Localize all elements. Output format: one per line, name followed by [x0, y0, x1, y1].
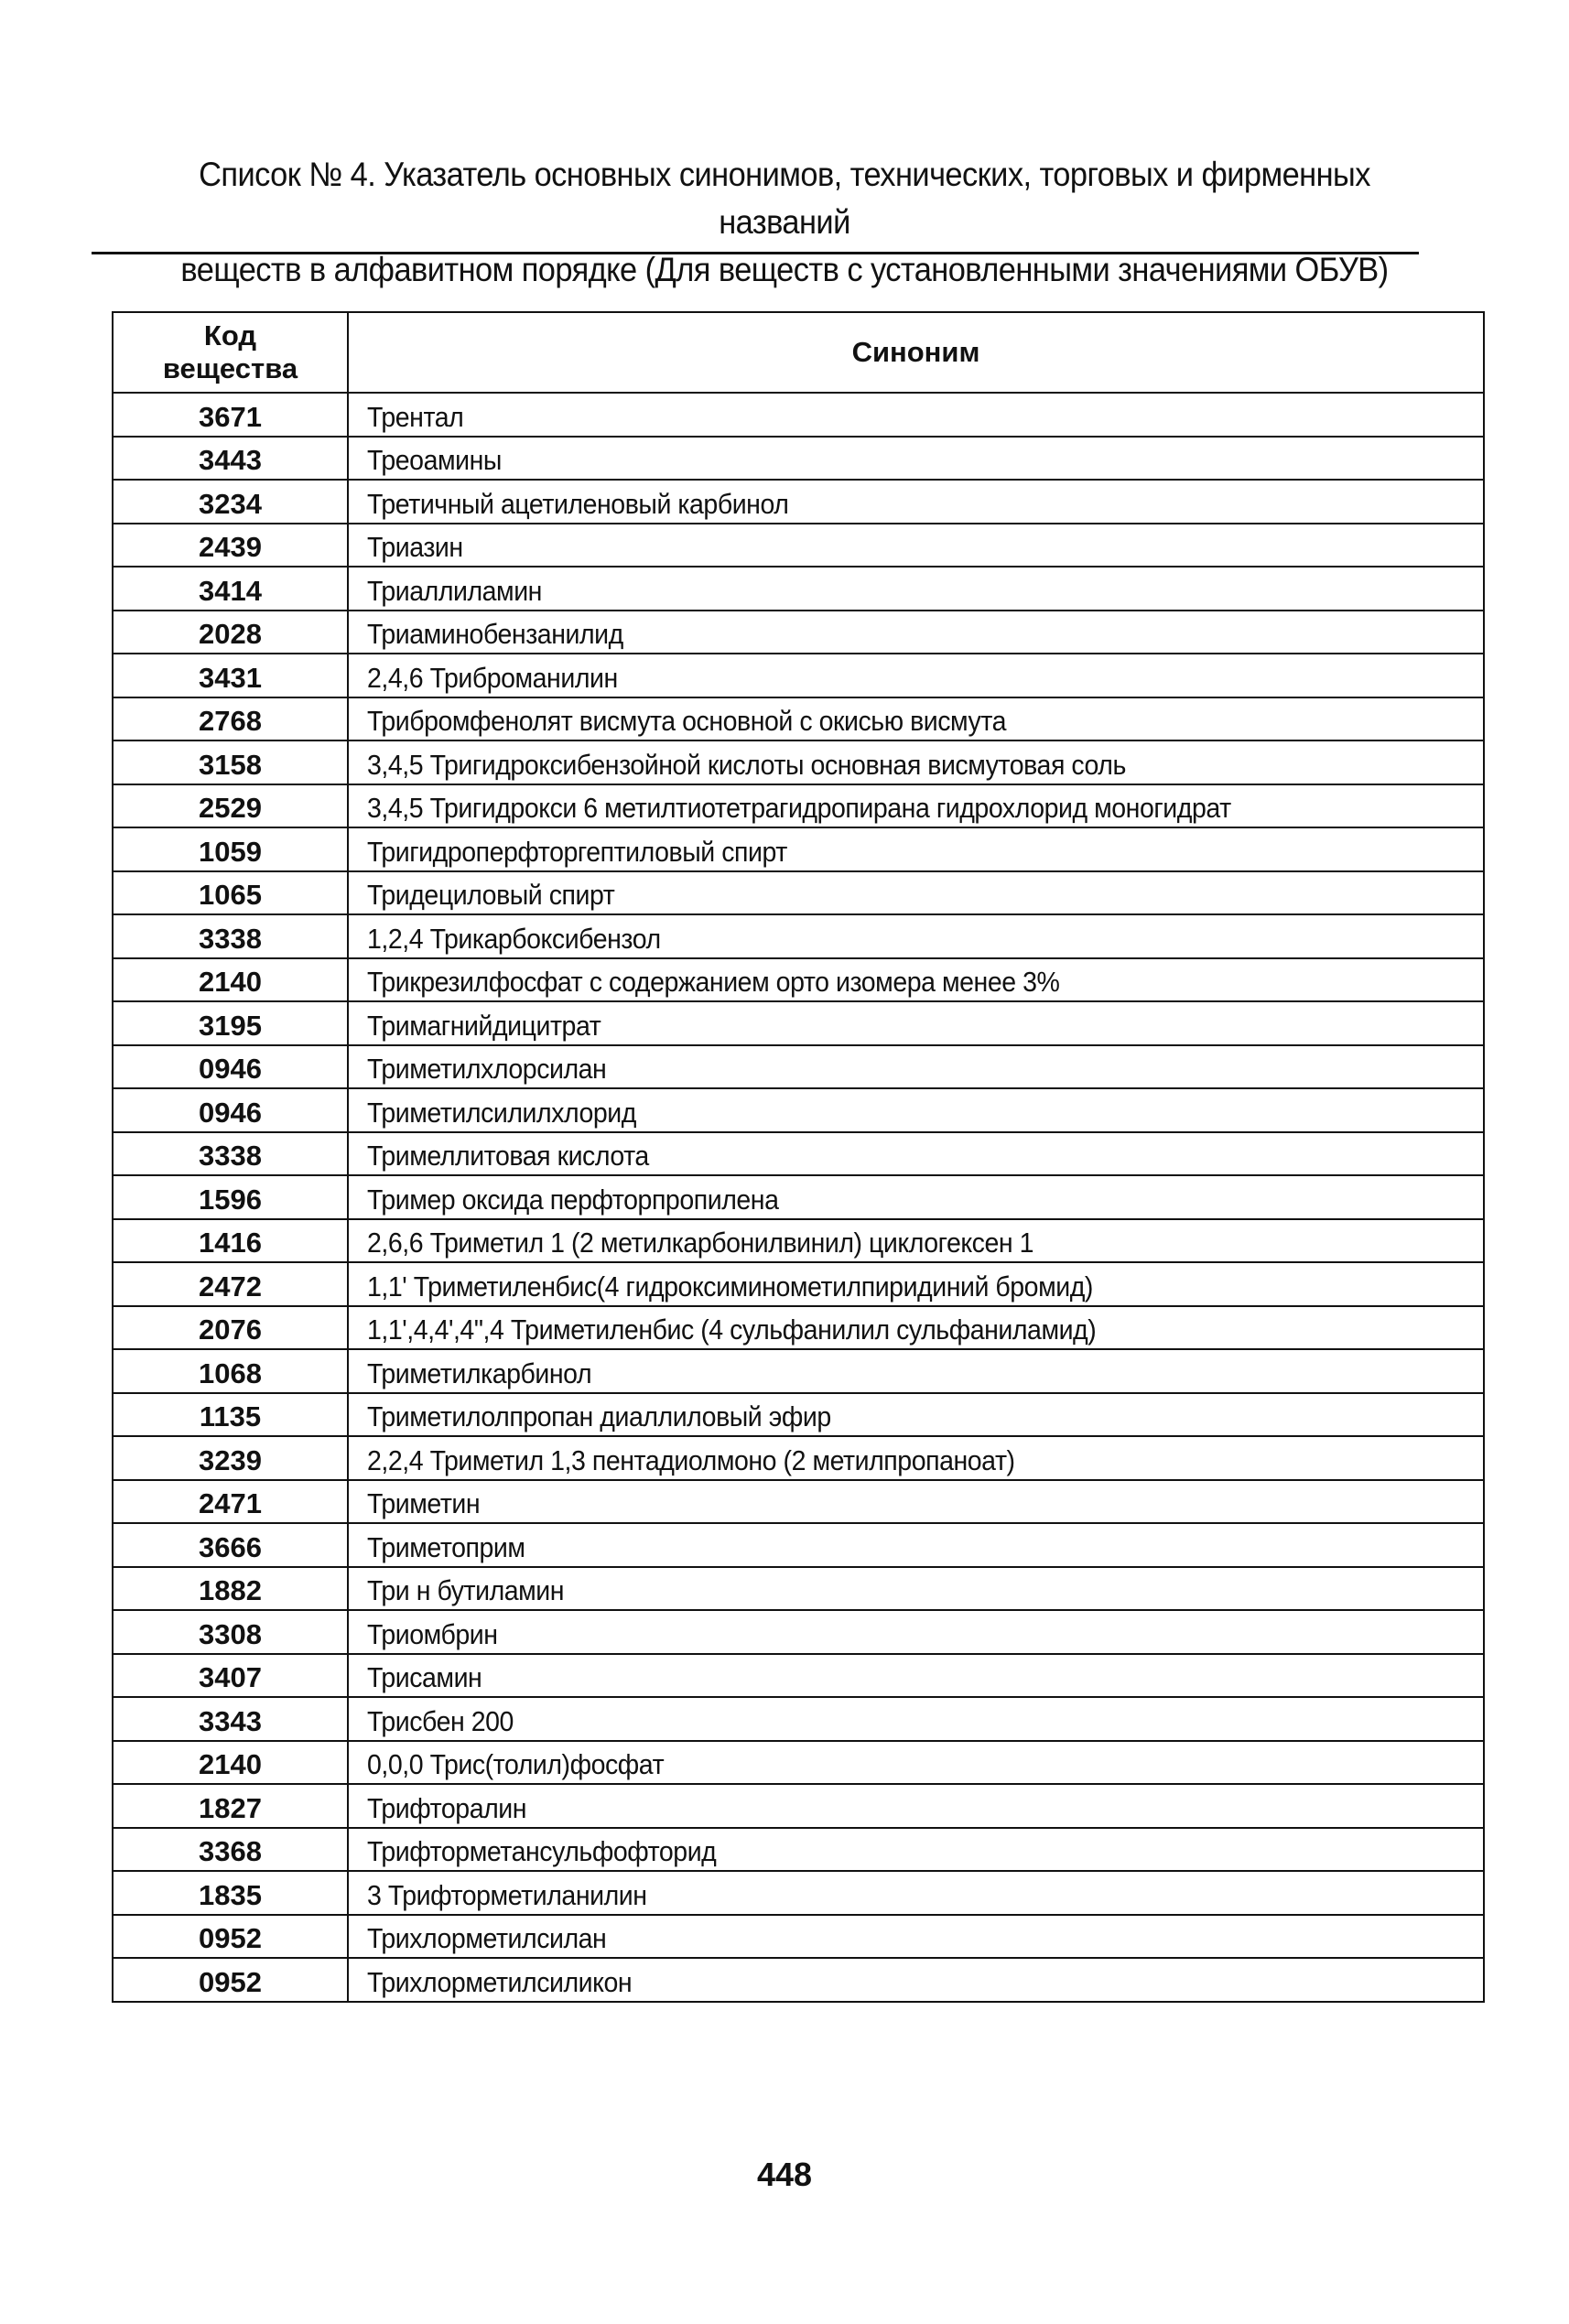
synonym-cell [348, 1871, 1484, 1915]
table-row [113, 1480, 1484, 1524]
synonym-cell [348, 393, 1484, 437]
substance-code-cell: 3431 [113, 654, 348, 697]
synonym-text: Трихлорметилсилан [367, 1922, 607, 1954]
title-line-2: веществ в алфавитном порядке (Для веществ с установленными значениями ОБУВ) [180, 251, 1389, 288]
synonym-text: Трифторметансульфофторид [367, 1835, 717, 1867]
table-row [113, 1436, 1484, 1480]
table-row [113, 1567, 1484, 1611]
title-underline [92, 252, 1419, 254]
synonym-text: Триметилкарбинол [367, 1357, 592, 1389]
table-row [113, 697, 1484, 741]
synonym-text: Трихлорметилсиликон [367, 1965, 633, 1998]
substance-code-cell: 1882 [113, 1567, 348, 1611]
substance-code-cell: 3443 [113, 437, 348, 481]
table-header-row [113, 312, 1484, 393]
synonym-cell [348, 697, 1484, 741]
synonym-cell [348, 1132, 1484, 1176]
synonym-cell [348, 1480, 1484, 1524]
synonym-cell [348, 1958, 1484, 2002]
synonym-cell [348, 1393, 1484, 1437]
synonym-cell [348, 1349, 1484, 1393]
table-row [113, 914, 1484, 958]
synonym-cell [348, 827, 1484, 871]
synonym-text: 3 Трифторметиланилин [367, 1878, 647, 1911]
synonym-text: Тридециловый спирт [367, 879, 615, 911]
synonym-text: Триаллиламин [367, 574, 542, 607]
substance-code-cell: 2529 [113, 784, 348, 828]
synonym-text: 2,6,6 Триметил 1 (2 метилкарбонилвинил) циклогексен 1 [367, 1227, 1034, 1259]
substance-code-cell: 3414 [113, 567, 348, 611]
synonym-text: Тригидроперфторгептиловый спирт [367, 835, 787, 868]
synonym-text: Три н бутиламин [367, 1574, 565, 1606]
substance-code-cell: 2140 [113, 1741, 348, 1785]
synonym-text: 1,1' Триметиленбис(4 гидроксиминометилпиридиний бромид) [367, 1270, 1093, 1303]
substance-code-cell: 1835 [113, 1871, 348, 1915]
table-row [113, 1175, 1484, 1219]
table-row [113, 393, 1484, 437]
synonym-cell [348, 1654, 1484, 1698]
synonym-text: Тримагнийдицитрат [367, 1009, 601, 1042]
synonym-cell [348, 914, 1484, 958]
column-header-code-line-1: Код [203, 319, 257, 351]
synonym-cell [348, 1175, 1484, 1219]
synonym-text: Трибромфенолят висмута основной с окисью висмута [367, 705, 1007, 737]
substance-code-cell: 3158 [113, 740, 348, 784]
substance-code-cell: 1416 [113, 1219, 348, 1263]
synonym-cell [348, 1088, 1484, 1132]
synonym-cell [348, 1828, 1484, 1872]
synonym-cell [348, 1697, 1484, 1741]
table-row [113, 1654, 1484, 1698]
substance-code-cell: 2472 [113, 1262, 348, 1306]
synonym-cell [348, 1001, 1484, 1045]
table-row [113, 1871, 1484, 1915]
substance-code-cell: 1068 [113, 1349, 348, 1393]
substance-code-cell: 2076 [113, 1306, 348, 1350]
synonym-text: 3,4,5 Тригидрокси 6 метилтиотетрагидропирана гидрохлорид моногидрат [367, 792, 1231, 824]
table-body [113, 393, 1484, 2002]
substance-code-cell: 3407 [113, 1654, 348, 1698]
substance-code-cell: 0952 [113, 1915, 348, 1959]
synonym-cell [348, 524, 1484, 567]
synonym-text: 0,0,0 Трис(толил)фосфат [367, 1748, 665, 1780]
table-row [113, 567, 1484, 611]
synonym-cell [348, 1045, 1484, 1089]
substance-code-cell: 2471 [113, 1480, 348, 1524]
substance-code-cell: 3195 [113, 1001, 348, 1045]
synonym-cell [348, 871, 1484, 915]
table-row [113, 1741, 1484, 1785]
table-row [113, 1132, 1484, 1176]
page-number: 448 [756, 2156, 813, 2193]
synonym-cell [348, 1567, 1484, 1611]
synonym-cell [348, 1523, 1484, 1567]
synonym-text: Трифторалин [367, 1791, 527, 1824]
substance-code-cell: 1135 [113, 1393, 348, 1437]
table-row [113, 1001, 1484, 1045]
synonym-text: Триомбрин [367, 1617, 498, 1650]
synonym-text: Триметоприм [367, 1530, 525, 1563]
synonym-text: Третичный ацетиленовый карбинол [367, 487, 789, 520]
table-row [113, 437, 1484, 481]
table-row [113, 524, 1484, 567]
table-row [113, 871, 1484, 915]
substance-code-cell: 3368 [113, 1828, 348, 1872]
synonym-cell [348, 958, 1484, 1002]
synonym-text: 3,4,5 Тригидроксибензойной кислоты основная висмутовая соль [367, 748, 1126, 781]
substance-code-cell: 0946 [113, 1088, 348, 1132]
substance-code-cell: 1596 [113, 1175, 348, 1219]
synonym-cell [348, 567, 1484, 611]
synonym-text: Триметилхлорсилан [367, 1053, 607, 1085]
synonym-text: 2,2,4 Триметил 1,3 пентадиолмоно (2 метилпропаноат) [367, 1443, 1015, 1476]
page-title [140, 151, 1429, 294]
synonym-cell [348, 1219, 1484, 1263]
synonym-text: 1,1',4,4',4",4 Триметиленбис (4 сульфанилил сульфаниламид) [367, 1313, 1097, 1346]
synonym-cell [348, 740, 1484, 784]
synonym-cell [348, 1262, 1484, 1306]
table-row [113, 958, 1484, 1002]
title-line-1: Список № 4. Указатель основных синонимов, технических, торговых и фирменных названий [199, 156, 1370, 241]
substance-code-cell: 3338 [113, 914, 348, 958]
table-row [113, 1915, 1484, 1959]
substance-code-cell: 3343 [113, 1697, 348, 1741]
substance-code-cell: 0946 [113, 1045, 348, 1089]
synonym-text: Трисбен 200 [367, 1704, 514, 1737]
table-row [113, 1349, 1484, 1393]
synonym-text: Треоамины [367, 444, 502, 476]
table-row [113, 1958, 1484, 2002]
substance-code-cell: 0952 [113, 1958, 348, 2002]
synonym-cell [348, 480, 1484, 524]
synonyms-table [112, 311, 1485, 2003]
column-header-code-line-2: вещества [162, 352, 298, 384]
substance-code-cell: 2140 [113, 958, 348, 1002]
substance-code-cell: 3671 [113, 393, 348, 437]
synonym-cell [348, 611, 1484, 654]
synonym-text: Трисамин [367, 1661, 482, 1693]
table-row [113, 1523, 1484, 1567]
synonym-text: Триметин [367, 1487, 481, 1519]
table-row [113, 1697, 1484, 1741]
substance-code-cell: 1827 [113, 1784, 348, 1828]
substance-code-cell: 3338 [113, 1132, 348, 1176]
substance-code-cell: 2439 [113, 524, 348, 567]
synonym-text: Триметилолпропан диаллиловый эфир [367, 1400, 831, 1432]
substance-code-cell: 2028 [113, 611, 348, 654]
table-row [113, 611, 1484, 654]
table-row [113, 1219, 1484, 1263]
table-row [113, 1306, 1484, 1350]
table-row [113, 654, 1484, 697]
column-header-synonym: Синоним [348, 312, 1484, 393]
synonym-text: Триазин [367, 531, 463, 563]
table-row [113, 1262, 1484, 1306]
synonym-cell [348, 1741, 1484, 1785]
synonym-text: 1,2,4 Трикарбоксибензол [367, 922, 661, 955]
synonym-text: Триметилсилилхлорид [367, 1096, 636, 1129]
synonym-cell [348, 1306, 1484, 1350]
substance-code-cell: 3239 [113, 1436, 348, 1480]
synonym-cell [348, 1610, 1484, 1654]
substance-code-cell: 1065 [113, 871, 348, 915]
table-row [113, 827, 1484, 871]
synonym-cell [348, 1915, 1484, 1959]
table-row [113, 740, 1484, 784]
synonym-text: 2,4,6 Триброманилин [367, 661, 618, 694]
synonym-text: Трикрезилфосфат с содержанием орто изомера менее 3% [367, 966, 1060, 998]
table-row [113, 1610, 1484, 1654]
table-row [113, 1784, 1484, 1828]
substance-code-cell: 3308 [113, 1610, 348, 1654]
synonym-cell [348, 654, 1484, 697]
table-row [113, 784, 1484, 828]
synonym-text: Тример оксида перфторпропилена [367, 1183, 779, 1216]
synonym-text: Тримеллитовая кислота [367, 1140, 649, 1172]
table-row [113, 1045, 1484, 1089]
table-row [113, 480, 1484, 524]
substance-code-cell: 3666 [113, 1523, 348, 1567]
synonym-cell [348, 437, 1484, 481]
substance-code-cell: 2768 [113, 697, 348, 741]
synonym-cell [348, 1436, 1484, 1480]
synonym-text: Трентал [367, 400, 464, 433]
table-row [113, 1393, 1484, 1437]
synonym-text: Триаминобензанилид [367, 618, 623, 650]
column-header-code [113, 312, 348, 393]
substance-code-cell: 1059 [113, 827, 348, 871]
table-row [113, 1828, 1484, 1872]
table-row [113, 1088, 1484, 1132]
substance-code-cell: 3234 [113, 480, 348, 524]
synonym-cell [348, 1784, 1484, 1828]
synonym-cell [348, 784, 1484, 828]
